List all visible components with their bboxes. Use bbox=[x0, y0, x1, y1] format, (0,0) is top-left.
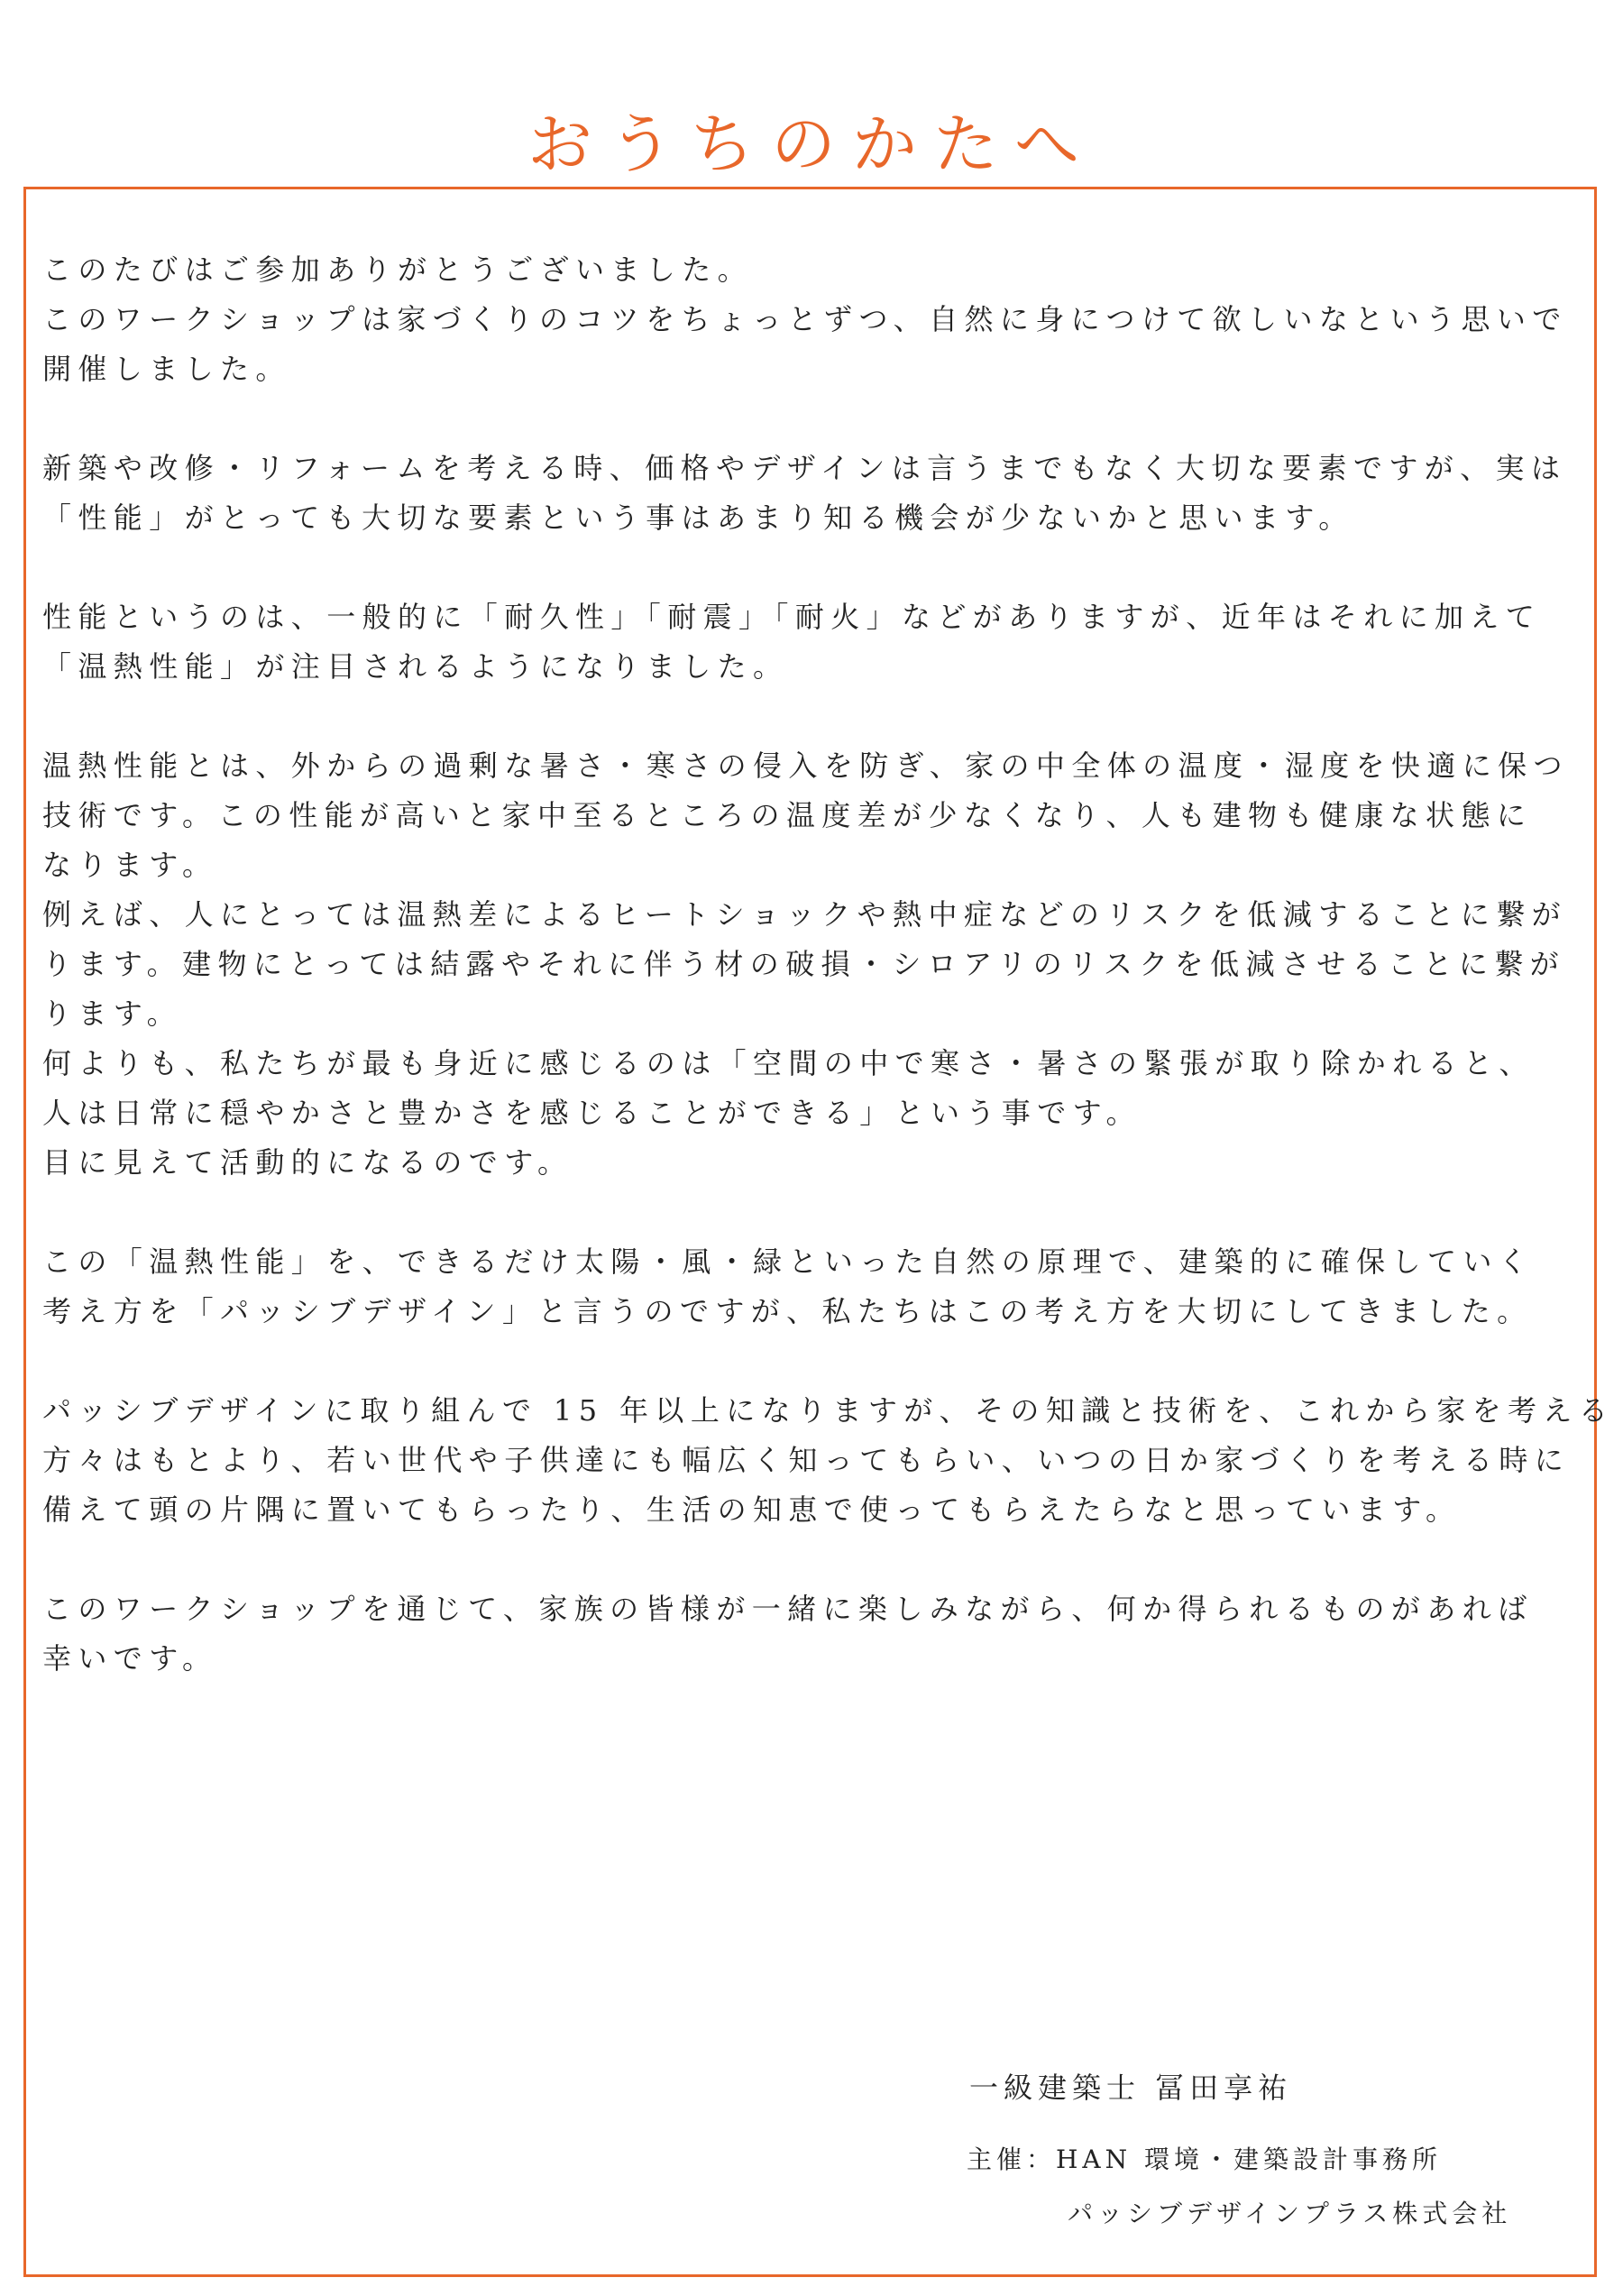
text-line: 新築や改修・リフォームを考える時、価格やデザインは言うまでもなく大切な要素ですが、実は bbox=[42, 451, 1567, 485]
text-line: 方々はもとより、若い世代や子供達にも幅広く知ってもらい、いつの日か家づくりを考える時に bbox=[42, 1443, 1571, 1477]
text-line: 目に見えて活動的になるのです。 bbox=[42, 1145, 573, 1180]
paragraph bbox=[42, 245, 1593, 394]
paragraph bbox=[42, 592, 1593, 692]
text-line: 何よりも、私たちが最も身近に感じるのは「空間の中で寒さ・暑さの緊張が取り除かれると、 bbox=[42, 1046, 1535, 1080]
text-line: 考え方を「パッシブデザイン」と言うのですが、私たちはこの考え方を大切にしてきました。 bbox=[42, 1294, 1533, 1328]
text-line: ります。建物にとっては結露やそれに伴う材の破損・シロアリのリスクを低減させることに繋が bbox=[42, 947, 1566, 981]
paragraph bbox=[42, 1237, 1593, 1336]
page-title: おうちのかたへ bbox=[527, 106, 1096, 183]
text-line: パッシブデザインに取り組んで 15 年以上になりますが、その知識と技術を、これから家を考える bbox=[42, 1393, 1615, 1428]
text-line: 備えて頭の片隅に置いてもらったり、生活の知恵で使ってもらえたらなと思っています。 bbox=[42, 1492, 1462, 1527]
text-line: 幸いです。 bbox=[42, 1641, 218, 1676]
text-line: なります。 bbox=[42, 848, 218, 882]
text-line: 開催しました。 bbox=[42, 352, 291, 386]
text-line: このワークショップを通じて、家族の皆様が一緒に楽しみながら、何か得られるものがあれば bbox=[42, 1592, 1534, 1626]
organizer-block bbox=[967, 2133, 1511, 2241]
text-line: このたびはご参加ありがとうございました。 bbox=[42, 253, 754, 287]
text-line: 温熱性能とは、外からの過剰な暑さ・寒さの侵入を防ぎ、家の中全体の温度・湿度を快適に保つ bbox=[42, 748, 1569, 783]
text-line: この「温熱性能」を、できるだけ太陽・風・緑といった自然の原理で、建築的に確保していく bbox=[42, 1244, 1535, 1279]
letter-body bbox=[42, 245, 1615, 1733]
text-line: ります。 bbox=[42, 996, 183, 1031]
author-signature: 一級建築士 冨田享祐 bbox=[969, 2071, 1293, 2105]
text-line: 人は日常に穏やかさと豊かさを感じることができる」という事です。 bbox=[42, 1096, 1142, 1130]
paragraph bbox=[42, 1584, 1593, 1684]
text-line: 「性能」がとっても大切な要素という事はあまり知る機会が少ないかと思います。 bbox=[42, 501, 1354, 535]
paragraph bbox=[42, 1386, 1615, 1535]
text-line: 技術です。この性能が高いと家中至るところの温度差が少なくなり、人も建物も健康な状態に bbox=[42, 798, 1533, 832]
text-line: 例えば、人にとっては温熱差によるヒートショックや熱中症などのリスクを低減することに繋が bbox=[42, 897, 1568, 932]
organizer-line: 主催：HAN 環境・建築設計事務所 bbox=[967, 2144, 1443, 2174]
text-line: 「温熱性能」が注目されるようになりました。 bbox=[42, 649, 789, 684]
organizer-line: パッシブデザインプラス株式会社 bbox=[1068, 2199, 1512, 2228]
paragraph bbox=[42, 444, 1593, 543]
text-line: このワークショップは家づくりのコツをちょっとずつ、自然に身につけて欲しいなという思いで bbox=[42, 302, 1568, 336]
text-line: 性能というのは、一般的に「耐久性」「耐震」「耐火」などがありますが、近年はそれに加えて bbox=[42, 600, 1542, 634]
paragraph bbox=[42, 741, 1593, 1188]
